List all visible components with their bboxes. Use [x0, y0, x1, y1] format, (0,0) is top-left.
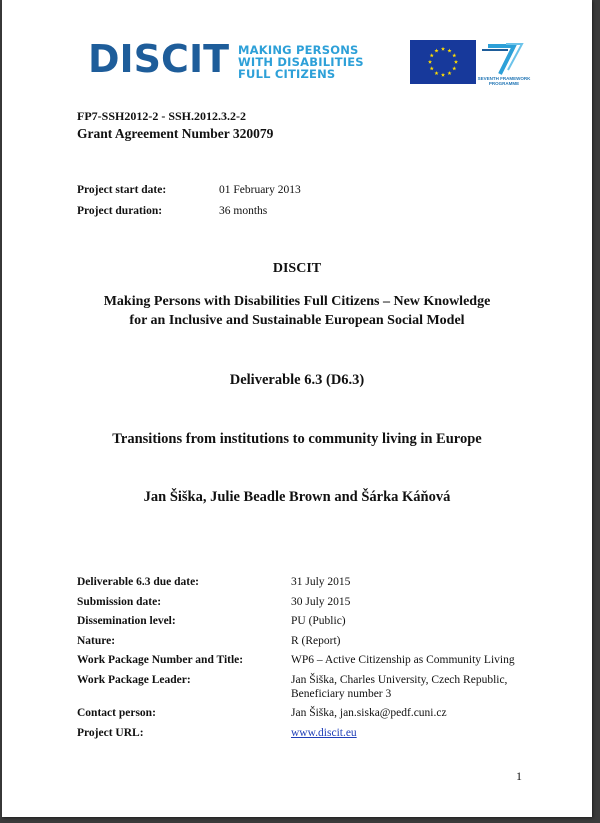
nature-label: Nature: — [77, 635, 116, 647]
due-date-label: Deliverable 6.3 due date: — [77, 576, 200, 588]
project-title-line-2: for an Inclusive and Sustainable European Social Model — [129, 313, 465, 328]
duration-value: 36 months — [219, 205, 268, 217]
authors: Jan Šiška, Julie Beadle Brown and Šárka Káňová — [143, 489, 451, 505]
project-title-line-1: Making Persons with Disabilities Full Citizens – New Knowledge — [103, 294, 491, 309]
wp-leader-value-line-2: Beneficiary number 3 — [291, 688, 392, 700]
project-url-label: Project URL: — [77, 727, 144, 739]
duration-label: Project duration: — [77, 205, 163, 217]
discit-logo: DISCIT — [88, 37, 229, 81]
nature-value: R (Report) — [291, 635, 341, 647]
wp-leader-label: Work Package Leader: — [77, 674, 191, 686]
start-date-label: Project start date: — [77, 184, 167, 196]
project-url-link[interactable]: www.discit.eu — [291, 727, 357, 739]
project-code: FP7-SSH2012-2 - SSH.2012.3.2-2 — [77, 109, 247, 123]
tagline-line-2: WITH DISABILITIES — [238, 55, 364, 69]
deliverable-number: Deliverable 6.3 (D6.3) — [229, 372, 365, 388]
contact-person-label: Contact person: — [77, 707, 156, 719]
start-date-value: 01 February 2013 — [219, 184, 301, 196]
dissemination-value: PU (Public) — [291, 615, 346, 627]
fp7-label: SEVENTH FRAMEWORK PROGRAMME — [477, 76, 531, 86]
tagline-line-3: FULL CITIZENS — [238, 67, 336, 81]
work-package-value: WP6 – Active Citizenship as Community Living — [291, 654, 515, 666]
grant-number: Grant Agreement Number 320079 — [77, 126, 274, 141]
deliverable-title: Transitions from institutions to community living in Europe — [112, 431, 482, 447]
eu-flag-icon — [410, 40, 476, 84]
project-acronym: DISCIT — [272, 261, 322, 276]
work-package-label: Work Package Number and Title: — [77, 654, 244, 666]
project-url-cell — [291, 727, 526, 740]
contact-person-value: Jan Šiška, jan.siska@pedf.cuni.cz — [291, 707, 447, 719]
wp-leader-value: Jan Šiška, Charles University, Czech Republic, — [291, 674, 508, 686]
submission-date-label: Submission date: — [77, 596, 162, 608]
submission-date-value: 30 July 2015 — [291, 596, 351, 608]
due-date-value: 31 July 2015 — [291, 576, 351, 588]
page-number: 1 — [516, 769, 522, 783]
document-page — [2, 0, 592, 817]
tagline-line-1: MAKING PERSONS — [238, 43, 359, 57]
dissemination-label: Dissemination level: — [77, 615, 176, 627]
discit-tagline — [238, 44, 368, 80]
